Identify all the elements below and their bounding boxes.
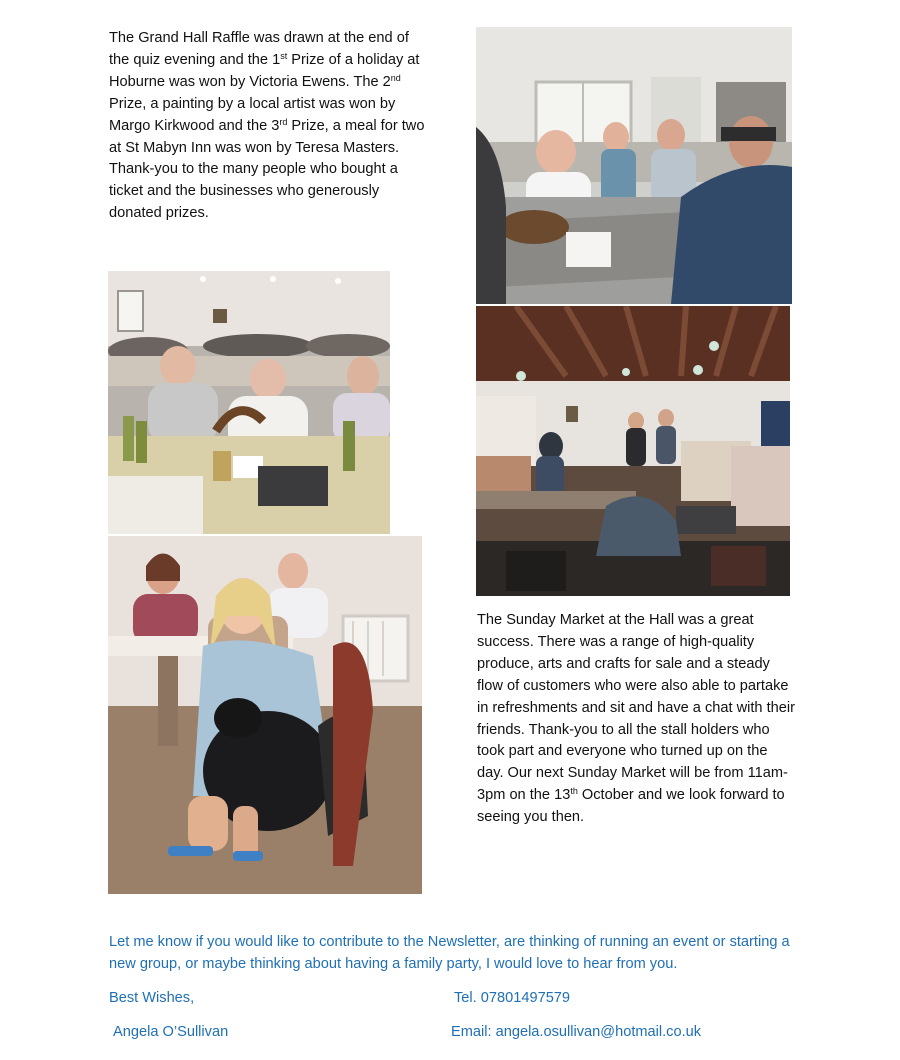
raffle-text-1: The Grand Hall Raffle was drawn at the end of the quiz evening and the 1 [109, 30, 409, 68]
raffle-paragraph [109, 28, 427, 225]
kitchen-volunteers-photo [476, 27, 792, 304]
email-address: Email: angela.osullivan@hotmail.co.uk [451, 1024, 702, 1040]
market-ordinal: th [570, 786, 578, 797]
sunday-market-hall-photo [476, 306, 790, 596]
raffle-text-4: Prize, a meal for two at St Mabyn Inn was won by Teresa Masters. Thank-you to the many people who bought a ticket and the businesses who generously donated prizes. [109, 117, 425, 222]
raffle-ordinal-1: st [280, 50, 288, 61]
raffle-ordinal-3: rd [279, 116, 288, 127]
woman-with-dog-photo [108, 536, 422, 894]
author-name: Angela O’Sullivan [113, 1024, 229, 1040]
quiz-night-photo [108, 271, 390, 534]
market-paragraph [477, 610, 795, 829]
market-text-2: October and we look forward to seeing you then. [477, 787, 785, 826]
newsletter-invitation: Let me know if you would like to contribute to the Newsletter, are thinking of running an event or starting a new group, or maybe thinking about having a family party, I would love to hear from you. [109, 934, 790, 972]
sign-off: Best Wishes, [109, 990, 195, 1006]
raffle-text-3: Prize, a painting by a local artist was won by Margo Kirkwood and the 3 [109, 95, 396, 134]
raffle-text-2: Prize of a holiday at Hoburne was won by Victoria Ewens. The 2 [109, 51, 420, 90]
telephone-number: Tel. 07801497579 [454, 990, 571, 1006]
market-text-1: The Sunday Market at the Hall was a great success. There was a range of high-quality produce, arts and crafts for sale and a steady flow of customers who were also able to partake in refreshments and sit and have a chat with their friends. Thank-you to all the stall holders who took part and everyone who turned up on the day. Our next Sunday Market will be from 11am-3pm on the 13 [477, 612, 795, 804]
raffle-ordinal-2: nd [390, 72, 401, 83]
